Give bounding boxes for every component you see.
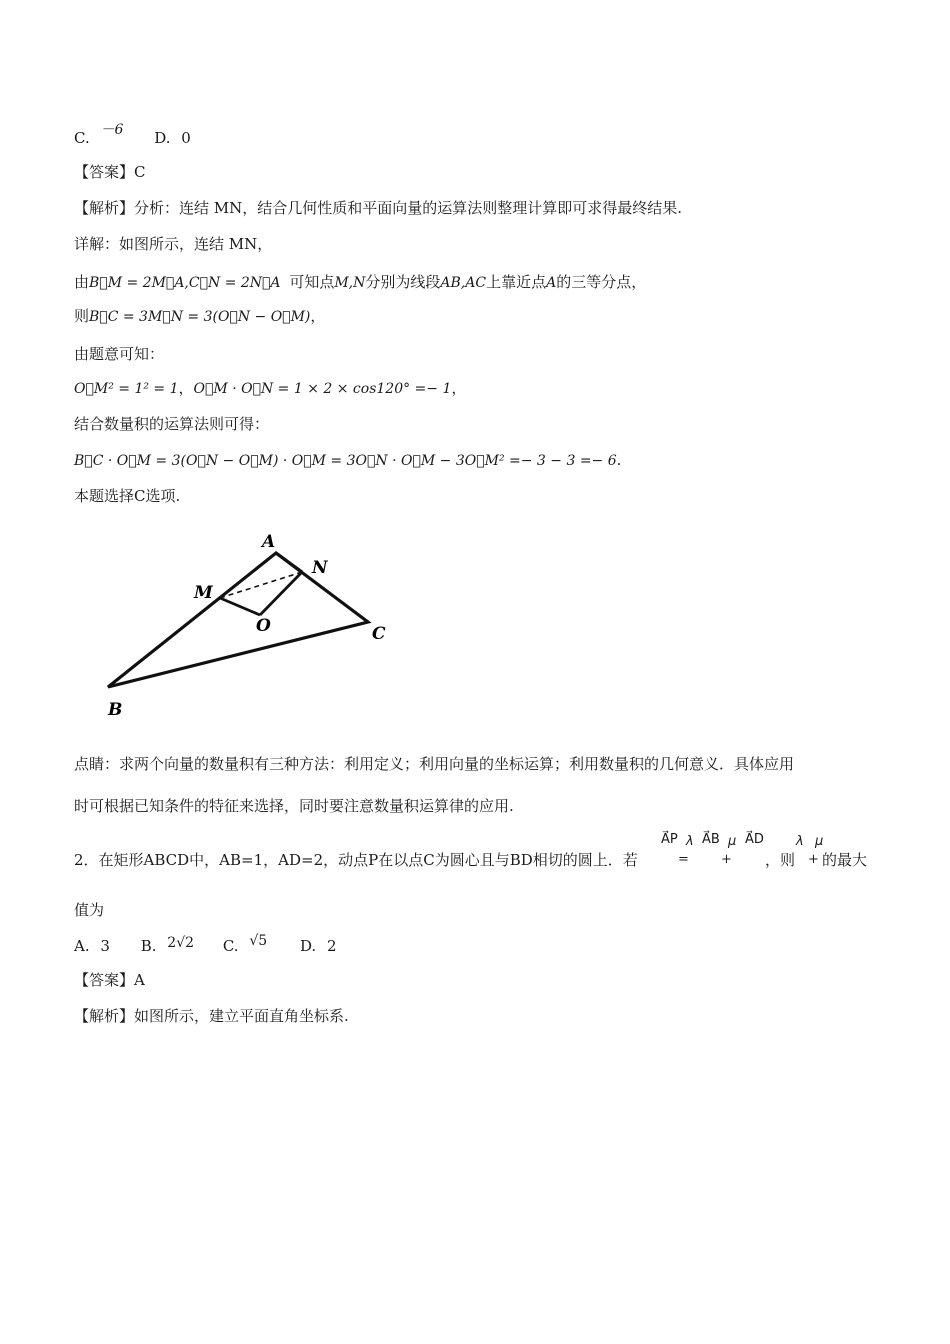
q1-step3: 由题意可知： [74, 345, 165, 363]
step4-math-b: O⃗M · O⃗N = 1 × 2 × cos120° =− 1 [193, 381, 452, 397]
sup-AP: A⃗P [661, 832, 678, 847]
step1-prefix: 由 [74, 273, 90, 291]
step1-text3: 上靠近点 [486, 273, 547, 291]
q2-stem-line2: 值为 [74, 901, 105, 919]
step2-math: B⃗C = 3M⃗N = 3(O⃗N − O⃗M) [89, 309, 311, 325]
q1-note-line2: 时可根据已知条件的特征来选择，同时要注意数量积运算律的应用. [74, 797, 514, 815]
label-M: M [194, 583, 213, 603]
step1-text2: 分别为线段 [365, 273, 441, 291]
segment-MO [220, 598, 260, 615]
q2-stem-line1 [74, 850, 638, 870]
option-d-label: D. [154, 129, 171, 147]
q1-note-line1: 点睛：求两个向量的数量积有三种方法：利用定义；利用向量的坐标运算；利用数量积的几何意义．具体应用 [74, 755, 795, 773]
q2-option-d-label: D. [299, 937, 317, 955]
q2-option-c-label: C. [222, 937, 239, 955]
q2-options [74, 933, 337, 957]
q2-stem-text: 2．在矩形ABCD中，AB=1，AD=2，动点P在以点C为圆心且与BD相切的圆上．若 [74, 851, 638, 869]
sup-AD: A⃗D [745, 832, 764, 847]
q1-analysis: 【解析】分析：连结 MN，结合几何性质和平面向量的运算法则整理计算即可求得最终结果. [74, 199, 683, 217]
label-N: N [312, 558, 328, 578]
q2-option-b-value: 2√2 [167, 935, 195, 951]
q1-step4 [74, 378, 466, 399]
label-O: O [256, 616, 271, 636]
sup-mu-2: μ [815, 834, 824, 849]
q2-option-a-label: A. [74, 937, 90, 955]
q1-options-cd [74, 122, 191, 149]
q2-stem-plus: + [721, 852, 732, 867]
step2-suffix: ， [310, 307, 326, 325]
q2-answer: 【答案】A [74, 971, 145, 989]
option-d-value: 0 [181, 129, 191, 147]
q1-step2 [74, 306, 325, 327]
sup-lambda: λ [686, 834, 694, 849]
triangle-figure [90, 525, 410, 725]
step1-segments: AB,AC [440, 275, 487, 291]
segment-AN [276, 553, 302, 572]
step1-text: 可知点 [289, 273, 335, 291]
label-A: A [262, 532, 276, 552]
triangle-outline [108, 553, 368, 687]
q1-step5: 结合数量积的运算法则可得： [74, 415, 270, 433]
q2-stem-eq: = [678, 852, 689, 867]
sup-lambda-2: λ [796, 834, 804, 849]
label-B: B [108, 700, 123, 720]
q2-stem-then: ，则 [765, 851, 796, 869]
q2-option-a-value: 3 [100, 937, 110, 955]
option-c-label: C. [74, 129, 90, 147]
q2-analysis: 【解析】如图所示，建立平面直角坐标系. [74, 1007, 349, 1025]
step4-math-a: O⃗M² = 1² = 1 [74, 381, 179, 397]
q2-option-c-value: √5 [249, 933, 268, 949]
step2-prefix: 则 [74, 307, 90, 325]
label-C: C [372, 624, 386, 644]
step1-math: B⃗M = 2M⃗A,C⃗N = 2N⃗A [89, 275, 281, 291]
q2-stem-tail: 的最大 [822, 851, 868, 869]
step1-point: A [546, 275, 557, 291]
q2-option-b-label: B. [140, 937, 157, 955]
q1-detail: 详解：如图所示，连结 MN， [74, 235, 273, 253]
q1-step7: 本题选择C选项. [74, 487, 181, 505]
step6-suffix: . [616, 451, 622, 469]
sup-mu: μ [728, 834, 737, 849]
q1-step1 [74, 272, 646, 293]
step4-suffix: ， [451, 379, 467, 397]
step6-math: B⃗C · O⃗M = 3(O⃗N − O⃗M) · O⃗M = 3O⃗N · O⃗M − 3O⃗M² =− 3 − 3 =− 6 [74, 453, 617, 469]
sup-AB: A⃗B [702, 832, 720, 847]
option-c-value: －6 [100, 122, 124, 138]
q2-option-d-value: 2 [326, 937, 337, 955]
q1-answer: 【答案】C [74, 163, 146, 181]
step4-sep: ， [178, 379, 194, 397]
q1-step6 [74, 450, 621, 471]
q2-stem-plus-2: + [808, 852, 819, 867]
step1-text4: 的三等分点， [556, 273, 647, 291]
step1-points: M,N [334, 275, 366, 291]
